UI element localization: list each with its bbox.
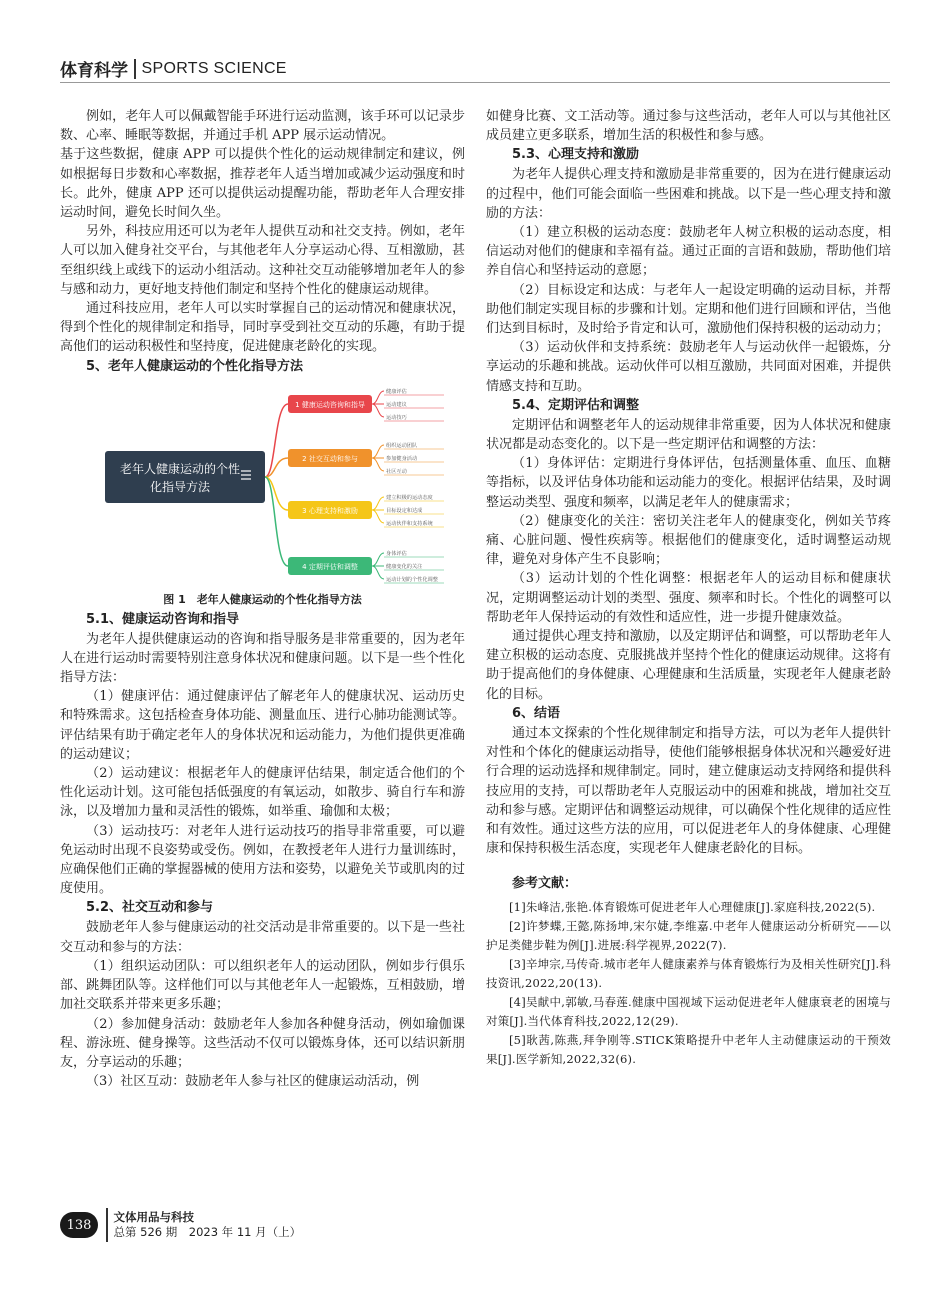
figure-1 <box>60 385 465 590</box>
reference-item: [4]吴献中,郭敏,马春莲.健康中国视域下运动促进老年人健康衰老的困境与对策[J].当代体育科技,2022,12(29). <box>486 995 891 1029</box>
paragraph: （3）社区互动：鼓励老年人参与社区的健康运动活动，例 <box>86 1074 420 1090</box>
paragraph: （1）身体评估：定期进行身体评估，包括测量体重、血压、血糖等指标，以及评估身体功能和运动能力的变化。根据评估结果，及时调整运动类型、强度和频率，以满足老年人的健康需求； <box>486 456 891 510</box>
mindmap-leaf-connector <box>372 404 384 417</box>
section-heading-5-1: 5.1、健康运动咨询和指导 <box>86 611 240 627</box>
mindmap-center-label: 老年人健康运动的个性 <box>119 461 241 476</box>
paragraph: 定期评估和调整老年人的运动规律非常重要，因为人体状况和健康状况都是动态变化的。以下是一些定期评估和调整的方法： <box>486 417 891 453</box>
paragraph: 为老年人提供心理支持和激励是非常重要的，因为在进行健康运动的过程中，他们可能会面临一些困难和挑战。以下是一些心理支持和激励的方法： <box>486 167 891 221</box>
mindmap-leaf-connector <box>372 566 384 579</box>
mindmap-leaf-label: 身体评估 <box>386 550 407 557</box>
paragraph: （3）运动计划的个性化调整：根据老年人的运动目标和健康状况，定期调整运动计划的类型、强度、频率和时长。个性化的调整可以帮助老年人保持运动的有效性和适应性，进一步提升健康效益。 <box>486 571 891 625</box>
mindmap-leaf-label: 运动建议 <box>386 401 407 408</box>
paragraph: 通过提供心理支持和激励，以及定期评估和调整，可以帮助老年人建立积极的运动态度、克服挑战并坚持个性化的健康运动规律。这将有助于提高他们的身体健康、心理健康和生活质量，实现老年人健康老龄化的目标。 <box>486 629 891 702</box>
right-column <box>486 107 891 1069</box>
reference-item: [2]许梦蝶,王懿,陈扬坤,宋尔婕,李维嘉.中老年人健康运动分析研究——以护足类健步鞋为例[J].进展:科学视界,2022(7). <box>486 919 891 953</box>
section-heading-6: 6、结语 <box>512 705 561 721</box>
header-divider <box>134 59 136 79</box>
mindmap-leaf-label: 参加健身活动 <box>386 455 418 462</box>
paragraph: （1）健康评估：通过健康评估了解老年人的健康状况、运动历史和特殊需求。这包括检查身体功能、测量血压、进行心肺功能测试等。评估结果有助于确定老年人的身体状况和运动能力，为他们提供更准确的运动建议； <box>60 689 465 762</box>
journal-header <box>60 56 287 81</box>
mindmap-leaf-label: 建立积极的运动态度 <box>386 494 433 501</box>
mindmap-leaf-connector <box>372 458 384 471</box>
mindmap-leaf-label: 运动技巧 <box>386 414 407 421</box>
reference-item: [5]耿茜,陈燕,拜争刚等.STICK策略提升中老年人主动健康运动的干预效果[J].医学新知,2022,32(6). <box>486 1033 891 1067</box>
paragraph: （2）运动建议：根据老年人的健康评估结果，制定适合他们的个性化运动计划。这可能包括低强度的有氧运动，如散步、骑自行车和游泳，以及增加力量和灵活性的锻炼，如举重、瑜伽和太极； <box>60 766 465 820</box>
left-column <box>60 107 465 1091</box>
section-heading-5: 5、老年人健康运动的个性化指导方法 <box>86 358 304 374</box>
section-heading-5-4: 5.4、定期评估和调整 <box>512 397 640 413</box>
mindmap-leaf-connector <box>372 553 384 566</box>
journal-title-cn: 体育科学 <box>60 61 128 81</box>
paragraph: 另外，科技应用还可以为老年人提供互动和社交支持。例如，老年人可以加入健身社交平台，与其他老年人分享运动心得、互相激励，甚至组织线上或线下的运动小组活动。这种社交互动能够增加老年人的参与感和动力，更好地支持他们制定和坚持个性化的健康运动规律。 <box>60 224 465 297</box>
paragraph: （3）运动伙伴和支持系统：鼓励老年人与运动伙伴一起锻炼，分享运动的乐趣和挑战。运动伙伴可以相互激励，共同面对困难，并提供情感支持和互助。 <box>486 340 891 394</box>
reference-item: [1]朱峰洁,张艳.体育锻炼可促进老年人心理健康[J].家庭科技,2022(5). <box>509 900 876 915</box>
mindmap-connector <box>265 477 288 566</box>
mindmap-leaf-label: 目标设定和达成 <box>386 507 423 514</box>
section-heading-5-3: 5.3、心理支持和激励 <box>512 147 640 163</box>
footer-divider <box>106 1208 108 1242</box>
mindmap-diagram <box>60 385 465 590</box>
paragraph: 鼓励老年人参与健康运动的社交活动是非常重要的。以下是一些社交互动和参与的方法： <box>60 920 465 955</box>
journal-title-en: SPORTS SCIENCE <box>141 59 287 77</box>
paragraph: 通过本文探索的个性化规律制定和指导方法，可以为老年人提供针对性和个体化的健康运动指导，使他们能够根据身体状况和兴趣爱好进行合理的运动选择和规律制定。同时，建立健康运动支持网络和提供科技应用的支持，可以帮助老年人克服运动中的困难和挑战，增加社交互动和参与感。定期评估和调整运动规律，可以确保个性化规律的适应性和有效性。通过这些方法的应用，可以促进老年人的身体健康、心理健康和保持积极生活态度，实现老年人健康老龄化的目标。 <box>486 725 891 857</box>
mindmap-leaf-connector <box>372 497 384 510</box>
reference-item: [3]辛坤宗,马传奇.城市老年人健康素养与体育锻炼行为及相关性研究[J].科技资讯,2022,20(13). <box>486 957 891 991</box>
mindmap-leaf-label: 运动计划的个性化调整 <box>386 576 438 583</box>
paragraph: （2）健康变化的关注：密切关注老年人的健康变化，例如关节疼痛、心脏问题、慢性疾病等。根据他们的健康变化，适时调整运动规律，避免对身体产生不良影响； <box>486 513 891 568</box>
footer-journal: 文体用品与科技 <box>113 1210 194 1224</box>
page-number: 138 <box>60 1212 98 1238</box>
references-title: 参考文献： <box>512 876 578 892</box>
mindmap-center-node <box>105 451 265 503</box>
mindmap-branch-label: 1 健康运动咨询和指导 <box>295 400 365 409</box>
paragraph: 基于这些数据，健康 APP 可以提供个性化的运动规律制定和建议，例如根据每日步数和心率数据，推荐老年人适当增加或减少运动强度和时长。此外，健康 APP 还可以提供运动提醒功能，帮助老年人合理安排运动时间，避免长时间久坐。 <box>60 147 465 221</box>
paragraph: 例如，老年人可以佩戴智能手环进行运动监测，该手环可以记录步数、心率、睡眠等数据，并通过手机 APP 展示运动情况。 <box>60 109 465 144</box>
figure-caption: 图 1 老年人健康运动的个性化指导方法 <box>163 592 362 606</box>
mindmap-leaf-label: 健康评估 <box>386 388 407 395</box>
paragraph: （2）参加健身活动：鼓励老年人参加各种健身活动，例如瑜伽课程、游泳班、健身操等。这些活动不仅可以锻炼身体，还可以结识新朋友，分享运动的乐趣； <box>60 1016 465 1070</box>
header-rule <box>60 82 890 83</box>
mindmap-leaf-label: 运动伙伴和支持系统 <box>386 520 433 527</box>
mindmap-branch-label: 3 心理支持和激励 <box>302 506 358 515</box>
section-heading-5-2: 5.2、社交互动和参与 <box>86 900 214 916</box>
paragraph: （2）目标设定和达成：与老年人一起设定明确的运动目标，并帮助他们制定实现目标的步骤和计划。定期和他们进行回顾和评估，当他们达到目标时，及时给予肯定和认可，激励他们保持积极的运动动力； <box>486 282 891 337</box>
mindmap-leaf-label: 健康变化的关注 <box>386 563 423 570</box>
paragraph: （1）建立积极的运动态度：鼓励老年人树立积极的运动态度，相信运动对他们的健康和幸福有益。通过正面的言语和鼓励，帮助他们培养自信心和坚持运动的意愿； <box>486 225 891 279</box>
mindmap-branch-label: 2 社交互动和参与 <box>302 454 358 463</box>
mindmap-leaf-connector <box>372 510 384 523</box>
mindmap-leaf-connector <box>372 445 384 458</box>
mindmap-leaf-label: 组织运动团队 <box>386 442 418 449</box>
paragraph: （3）运动技巧：对老年人进行运动技巧的指导非常重要，可以避免运动时出现不良姿势或受伤。例如，在教授老年人进行力量训练时，应确保他们正确的掌握器械的使用方法和姿势，以避免关节或肌肉的过度使用。 <box>60 823 465 897</box>
paragraph: 如健身比赛、文工活动等。通过参与这些活动，老年人可以与其他社区成员建立更多联系，增加生活的积极性和参与感。 <box>486 109 891 144</box>
mindmap-leaf-label: 社区互动 <box>386 468 407 475</box>
paragraph: （1）组织运动团队：可以组织老年人的运动团队，例如步行俱乐部、跳舞团队等。这样他们可以与其他老年人一起锻炼，互相鼓励，增加社交联系并带来更多乐趣； <box>60 958 465 1013</box>
page-footer <box>60 1208 301 1242</box>
mindmap-branch-label: 4 定期评估和调整 <box>302 562 358 571</box>
footer-issue: 总第 526 期 2023 年 11 月（上） <box>113 1225 302 1239</box>
mindmap-center-label: 化指导方法 <box>149 479 211 494</box>
paragraph: 通过科技应用，老年人可以实时掌握自己的运动情况和健康状况，得到个性化的规律制定和指导，同时享受到社交互动的乐趣，有助于提高他们的运动积极性和坚持度，促进健康老龄化的实现。 <box>60 301 465 355</box>
footer-info <box>114 1210 302 1240</box>
mindmap-leaf-connector <box>372 391 384 404</box>
paragraph: 为老年人提供健康运动的咨询和指导服务是非常重要的，因为老年人在进行运动时需要特别注意身体状况和健康问题。以下是一些个性化指导方法： <box>60 631 465 686</box>
